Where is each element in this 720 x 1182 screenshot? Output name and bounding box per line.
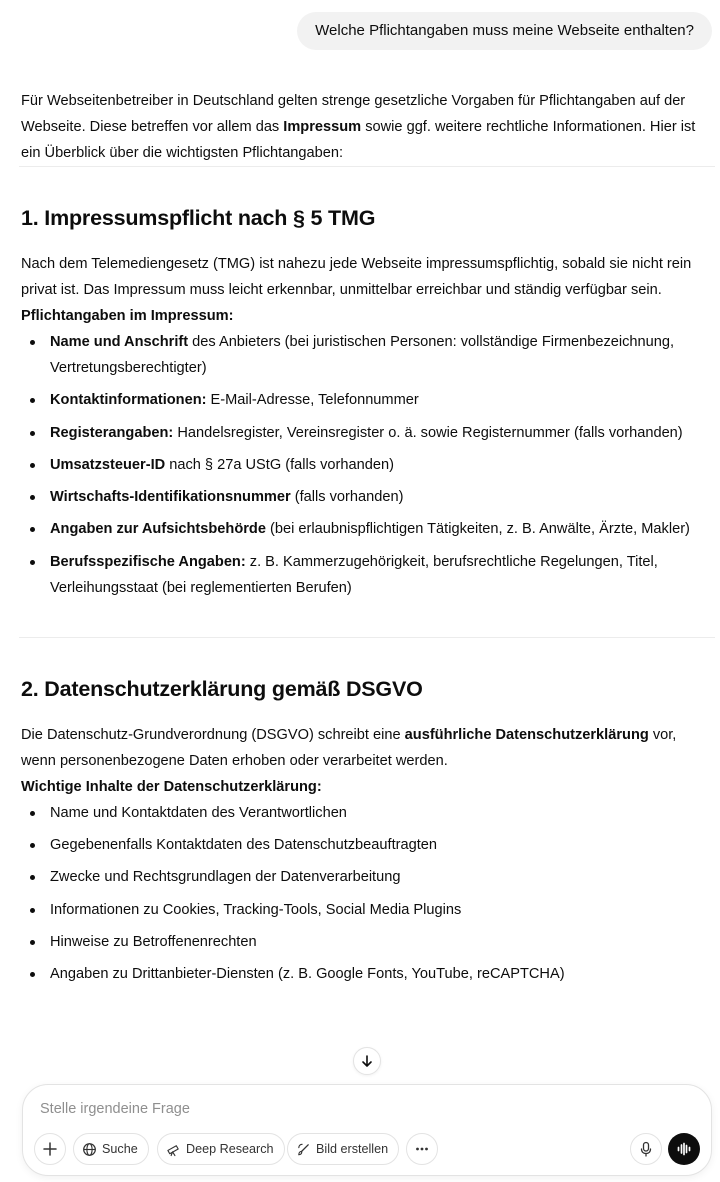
intro-paragraph [21, 88, 713, 166]
list-item: Hinweise zu Betroffenenrechten [50, 929, 713, 955]
list-item: Angaben zu Drittanbieter-Diensten (z. B. Google Fonts, YouTube, reCAPTCHA) [50, 961, 713, 987]
list-item: Zwecke und Rechtsgrundlagen der Datenverarbeitung [50, 864, 713, 890]
intro-text-1: Für Webseitenbetreiber in Deutschland gelten strenge gesetzliche Vorgaben für Pflichtangaben auf der Webseite. Diese betreffen vor allem das [21, 93, 686, 135]
list-item-bold: Angaben zur Aufsichtsbehörde [50, 521, 266, 538]
create-image-label: Bild erstellen [316, 1142, 389, 1156]
section-divider [19, 166, 715, 167]
intro-text-2: sowie ggf. weitere rechtliche Informationen. Hier ist ein Überblick über die wichtigsten Pflichtangaben: [21, 119, 696, 161]
list-item: Informationen zu Cookies, Tracking-Tools, Social Media Plugins [50, 897, 713, 923]
more-tools-button[interactable] [406, 1133, 438, 1165]
section1-subheading: Pflichtangaben im Impressum: [21, 308, 234, 324]
section2-paragraph [21, 722, 713, 774]
section2-text-2: vor, wenn personenbezogene Daten erhoben oder verarbeitet werden. [21, 726, 677, 769]
list-item: Name und Kontaktdaten des Verantwortlichen [50, 800, 713, 826]
section1-paragraph: Nach dem Telemediengesetz (TMG) ist nahezu jede Webseite impressumspflichtig, sobald sie nicht rein privat ist. Das Impressum muss leicht erkennbar, unmittelbar erreichbar und ständig verfügbar sein. [21, 256, 692, 298]
list-item-text: nach § 27a UStG (falls vorhanden) [165, 456, 394, 473]
list-item [50, 452, 713, 478]
voice-mode-button[interactable] [668, 1133, 700, 1165]
prompt-input[interactable]: Stelle irgendeine Frage [40, 1101, 190, 1117]
search-tool-button[interactable] [73, 1133, 149, 1165]
list-item [50, 516, 713, 542]
list-item-bold: Berufsspezifische Angaben: [50, 553, 246, 570]
voice-wave-icon [676, 1141, 692, 1157]
list-item-text: E-Mail-Adresse, Telefonnummer [206, 392, 419, 409]
list-item [50, 549, 713, 601]
list-item-text: z. B. Kammerzugehörigkeit, berufsrechtliche Regelungen, Titel, Verleihungsstaat (bei reglementierten Berufen) [50, 553, 658, 596]
scroll-to-bottom-button[interactable] [353, 1047, 381, 1075]
list-item [50, 420, 713, 446]
composer-toolbar [34, 1133, 700, 1165]
section2-heading: 2. Datenschutzerklärung gemäß DSGVO [21, 676, 423, 701]
user-message-bubble: Welche Pflichtangaben muss meine Webseite enthalten? [297, 12, 712, 50]
intro-bold: Impressum [283, 119, 362, 135]
message-composer [22, 1084, 712, 1176]
section1-list [21, 329, 713, 601]
list-item [50, 387, 713, 413]
search-tool-label: Suche [102, 1142, 138, 1156]
list-item-text: (falls vorhanden) [290, 489, 404, 506]
list-item-text: des Anbieters (bei juristischen Personen: vollständige Firmenbezeichnung, Vertretungsberechtigter) [50, 334, 675, 376]
deep-research-button[interactable] [157, 1133, 285, 1165]
add-button[interactable] [34, 1133, 66, 1165]
list-item-bold: Name und Anschrift [50, 334, 189, 350]
list-item-text: Handelsregister, Vereinsregister o. ä. sowie Registernummer (falls vorhanden) [173, 424, 683, 441]
create-image-button[interactable] [287, 1133, 399, 1165]
arrow-down-icon [360, 1054, 374, 1068]
list-item [50, 484, 713, 510]
list-item-bold: Umsatzsteuer-ID [50, 456, 166, 473]
globe-icon [82, 1142, 97, 1157]
section2-list [21, 800, 713, 987]
deep-research-label: Deep Research [186, 1142, 274, 1156]
assistant-answer [21, 88, 713, 994]
image-brush-icon [296, 1142, 311, 1157]
list-item [50, 329, 713, 381]
mic-icon [639, 1141, 653, 1157]
section2-bold: ausführliche Datenschutzerklärung [404, 726, 649, 743]
list-item-bold: Registerangaben: [50, 424, 174, 441]
plus-icon [42, 1141, 58, 1157]
section-divider [19, 637, 715, 638]
section2-text-1: Die Datenschutz-Grundverordnung (DSGVO) schreibt eine [21, 726, 405, 743]
dictate-button[interactable] [630, 1133, 662, 1165]
ellipsis-icon [414, 1141, 430, 1157]
section2-subheading: Wichtige Inhalte der Datenschutzerklärung: [21, 778, 322, 795]
list-item-bold: Kontaktinformationen: [50, 392, 207, 409]
list-item-bold: Wirtschafts-Identifikationsnummer [50, 489, 291, 506]
section1-heading: 1. Impressumspflicht nach § 5 TMG [21, 206, 376, 230]
list-item-text: (bei erlaubnispflichtigen Tätigkeiten, z. B. Anwälte, Ärzte, Makler) [265, 521, 690, 538]
list-item: Gegebenenfalls Kontaktdaten des Datenschutzbeauftragten [50, 832, 713, 858]
telescope-icon [166, 1142, 181, 1157]
